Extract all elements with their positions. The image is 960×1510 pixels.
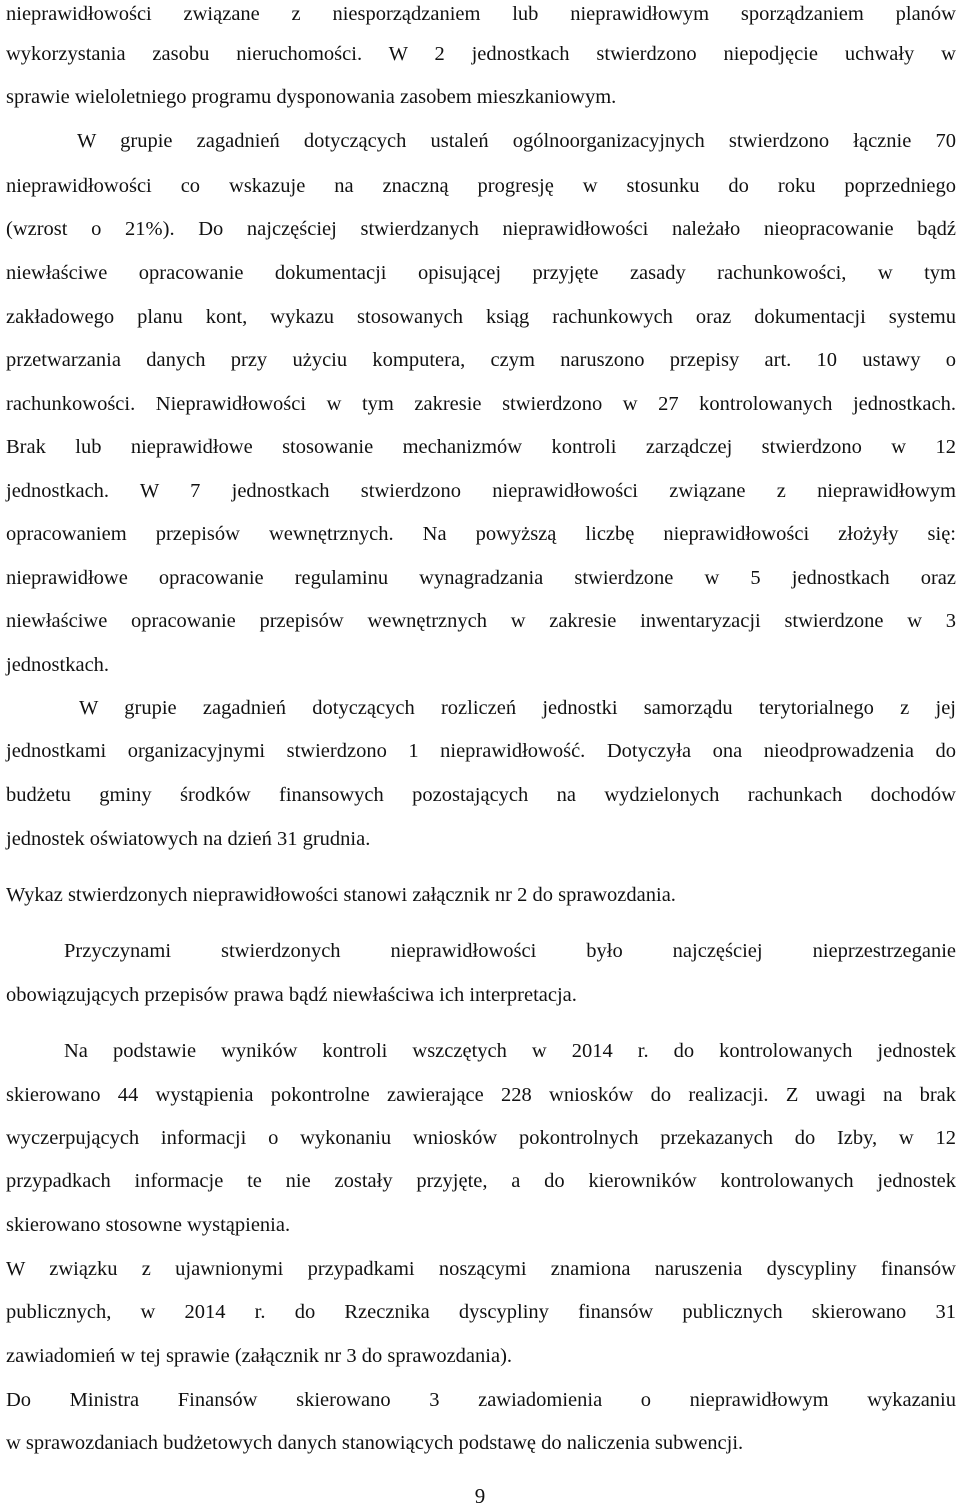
text-line: nieprawidłowe opracowanie regulaminu wynagradzania stwierdzone w 5 jednostkach oraz (6, 567, 956, 589)
text-line: Wykaz stwierdzonych nieprawidłowości stanowi załącznik nr 2 do sprawozdania. (6, 884, 676, 906)
text-line: wykorzystania zasobu nieruchomości. W 2 jednostkach stwierdzono niepodjęcie uchwały w (6, 43, 956, 65)
page-number: 9 (474, 1484, 486, 1508)
text-line: zakładowego planu kont, wykazu stosowanych ksiąg rachunkowych oraz dokumentacji systemu (6, 306, 956, 328)
text-line: jednostkami organizacyjnymi stwierdzono 1 nieprawidłowość. Dotyczyła ona nieodprowadzenia do (6, 740, 956, 762)
text-line: publicznych, w 2014 r. do Rzecznika dyscypliny finansów publicznych skierowano 31 (6, 1301, 956, 1323)
text-line: niewłaściwe opracowanie dokumentacji opisującej przyjęte zasady rachunkowości, w tym (6, 262, 956, 284)
text-line: rachunkowości. Nieprawidłowości w tym zakresie stwierdzono w 27 kontrolowanych jednostkach. (6, 393, 956, 415)
text-line: wyczerpujących informacji o wykonaniu wniosków pokontrolnych przekazanych do Izby, w 12 (6, 1127, 956, 1149)
text-line: jednostek oświatowych na dzień 31 grudnia. (6, 828, 371, 850)
text-line: W grupie zagadnień dotyczących ustaleń ogólnoorganizacyjnych stwierdzono łącznie 70 (77, 130, 956, 152)
text-line: zawiadomień w tej sprawie (załącznik nr 3 do sprawozdania). (6, 1345, 513, 1367)
text-line: budżetu gminy środków finansowych pozostających na wydzielonych rachunkach dochodów (6, 784, 956, 806)
text-line: jednostkach. (6, 654, 110, 676)
text-line: skierowano stosowne wystąpienia. (6, 1214, 291, 1236)
text-line: Do Ministra Finansów skierowano 3 zawiadomienia o nieprawidłowym wykazaniu (6, 1389, 956, 1411)
text-line: obowiązujących przepisów prawa bądź niewłaściwa ich interpretacja. (6, 984, 577, 1006)
text-line: Na podstawie wyników kontroli wszczętych w 2014 r. do kontrolowanych jednostek (64, 1040, 956, 1062)
text-line: skierowano 44 wystąpienia pokontrolne zawierające 228 wniosków do realizacji. Z uwagi na brak (6, 1084, 956, 1106)
text-line: opracowaniem przepisów wewnętrznych. Na powyższą liczbę nieprawidłowości złożyły się: (6, 523, 956, 545)
text-line: sprawie wieloletniego programu dysponowania zasobem mieszkaniowym. (6, 86, 617, 108)
text-line: Przyczynami stwierdzonych nieprawidłowości było najczęściej nieprzestrzeganie (64, 940, 956, 962)
text-line: W związku z ujawnionymi przypadkami noszącymi znamiona naruszenia dyscypliny finansów (6, 1258, 956, 1280)
text-line: nieprawidłowości związane z niesporządzaniem lub nieprawidłowym sporządzaniem planów (6, 3, 956, 25)
text-line: W grupie zagadnień dotyczących rozliczeń jednostki samorządu terytorialnego z jej (79, 697, 956, 719)
text-line: przetwarzania danych przy użyciu komputera, czym naruszono przepisy art. 10 ustawy o (6, 349, 956, 371)
text-line: nieprawidłowości co wskazuje na znaczną progresję w stosunku do roku poprzedniego (6, 175, 956, 197)
text-line: przypadkach informacje te nie zostały przyjęte, a do kierowników kontrolowanych jednostek (6, 1170, 956, 1192)
text-line: w sprawozdaniach budżetowych danych stanowiących podstawę do naliczenia subwencji. (6, 1432, 744, 1454)
text-line: niewłaściwe opracowanie przepisów wewnętrznych w zakresie inwentaryzacji stwierdzone w 3 (6, 610, 956, 632)
text-line: Brak lub nieprawidłowe stosowanie mechanizmów kontroli zarządczej stwierdzono w 12 (6, 436, 956, 458)
text-line: jednostkach. W 7 jednostkach stwierdzono nieprawidłowości związane z nieprawidłowym (6, 480, 956, 502)
text-line: (wzrost o 21%). Do najczęściej stwierdzanych nieprawidłowości należało nieopracowanie bądź (6, 218, 956, 240)
